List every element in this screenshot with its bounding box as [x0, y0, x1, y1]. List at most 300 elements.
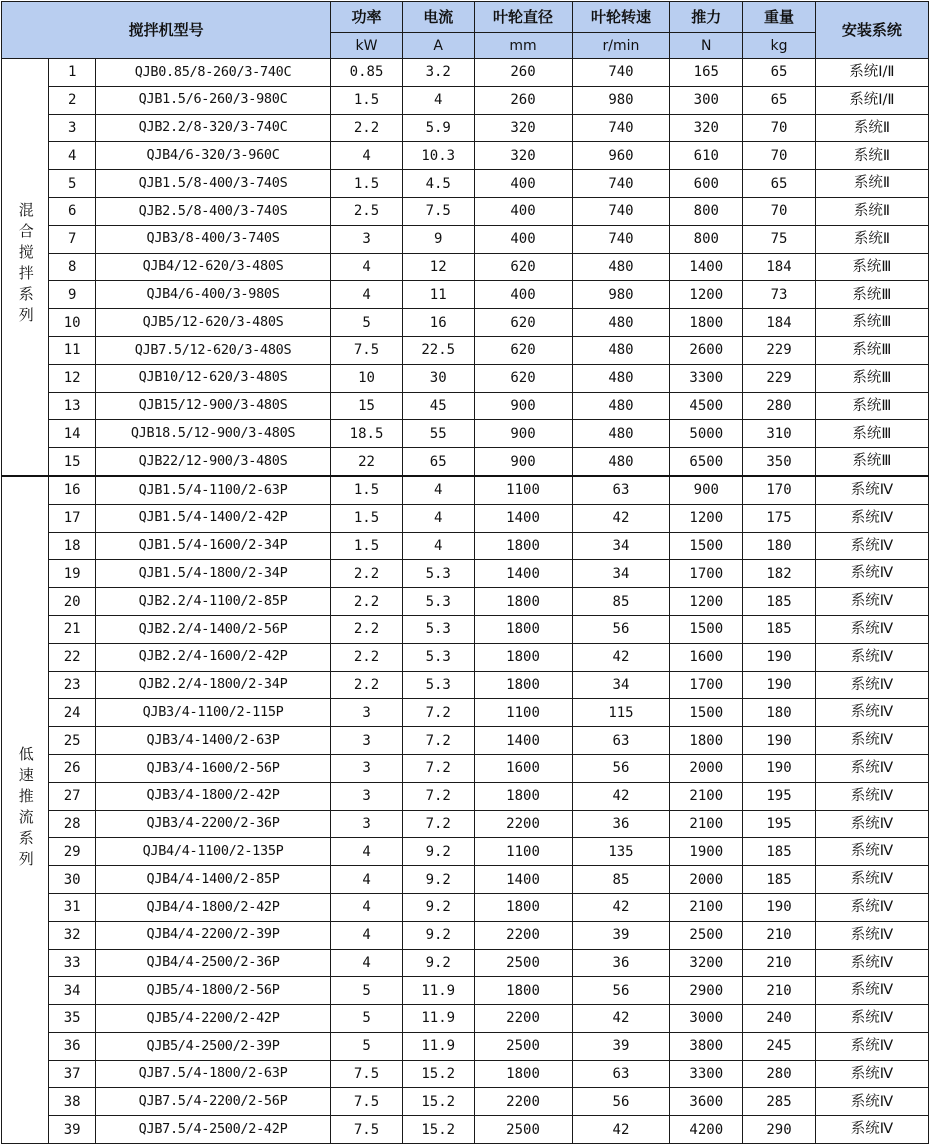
cell-model: QJB18.5/12-900/3-480S: [95, 420, 330, 448]
cell-speed: 740: [572, 225, 670, 253]
cell-no: 24: [49, 699, 95, 727]
cell-thrust: 300: [670, 86, 743, 114]
cell-thrust: 1200: [670, 588, 743, 616]
table-row: [2, 1116, 929, 1144]
table-row: [2, 1005, 929, 1033]
cell-no: 17: [49, 504, 95, 532]
cell-system: 系统Ⅳ: [815, 671, 928, 699]
cell-system: 系统Ⅲ: [815, 392, 928, 420]
cell-system: 系统Ⅳ: [815, 699, 928, 727]
cell-system: 系统Ⅰ/Ⅱ: [815, 59, 928, 87]
cell-model: QJB4/6-320/3-960C: [95, 142, 330, 170]
cell-diameter: 1800: [474, 671, 572, 699]
cell-diameter: 2200: [474, 1005, 572, 1033]
cell-speed: 480: [572, 420, 670, 448]
cell-current: 12: [402, 253, 474, 281]
cell-power: 4: [331, 893, 403, 921]
cell-weight: 229: [743, 364, 816, 392]
cell-model: QJB7.5/4-2500/2-42P: [95, 1116, 330, 1144]
cell-system: 系统Ⅳ: [815, 727, 928, 755]
cell-system: 系统Ⅳ: [815, 476, 928, 504]
cell-diameter: 1800: [474, 1060, 572, 1088]
cell-power: 3: [331, 754, 403, 782]
cell-system: 系统Ⅳ: [815, 504, 928, 532]
cell-diameter: 620: [474, 364, 572, 392]
cell-power: 7.5: [331, 1088, 403, 1116]
cell-current: 7.5: [402, 197, 474, 225]
cell-diameter: 1600: [474, 754, 572, 782]
unit-power: kW: [331, 33, 403, 59]
cell-speed: 42: [572, 643, 670, 671]
cell-weight: 73: [743, 281, 816, 309]
cell-thrust: 1800: [670, 309, 743, 337]
cell-no: 15: [49, 448, 95, 476]
table-row: [2, 142, 929, 170]
cell-speed: 42: [572, 1116, 670, 1144]
table-row: [2, 671, 929, 699]
cell-system: 系统Ⅰ/Ⅱ: [815, 86, 928, 114]
table-row: [2, 59, 929, 87]
cell-thrust: 1500: [670, 615, 743, 643]
table-row: [2, 225, 929, 253]
cell-model: QJB2.2/8-320/3-740C: [95, 114, 330, 142]
header-weight: 重量: [743, 2, 816, 33]
cell-no: 7: [49, 225, 95, 253]
cell-system: 系统Ⅳ: [815, 532, 928, 560]
cell-model: QJB7.5/4-2200/2-56P: [95, 1088, 330, 1116]
cell-model: QJB1.5/4-1600/2-34P: [95, 532, 330, 560]
cell-thrust: 2100: [670, 893, 743, 921]
cell-model: QJB2.2/4-1600/2-42P: [95, 643, 330, 671]
cell-current: 16: [402, 309, 474, 337]
cell-speed: 63: [572, 1060, 670, 1088]
cell-weight: 229: [743, 336, 816, 364]
cell-weight: 65: [743, 59, 816, 87]
cell-thrust: 3300: [670, 1060, 743, 1088]
cell-model: QJB5/4-1800/2-56P: [95, 977, 330, 1005]
cell-no: 19: [49, 560, 95, 588]
cell-power: 1.5: [331, 504, 403, 532]
cell-thrust: 4500: [670, 392, 743, 420]
cell-system: 系统Ⅳ: [815, 1005, 928, 1033]
cell-no: 18: [49, 532, 95, 560]
cell-system: 系统Ⅳ: [815, 810, 928, 838]
cell-model: QJB1.5/4-1400/2-42P: [95, 504, 330, 532]
cell-weight: 195: [743, 810, 816, 838]
cell-system: 系统Ⅳ: [815, 921, 928, 949]
cell-diameter: 1800: [474, 532, 572, 560]
cell-power: 5: [331, 1032, 403, 1060]
cell-no: 39: [49, 1116, 95, 1144]
cell-model: QJB2.5/8-400/3-740S: [95, 197, 330, 225]
cell-thrust: 1600: [670, 643, 743, 671]
cell-speed: 960: [572, 142, 670, 170]
table-row: [2, 1060, 929, 1088]
cell-no: 3: [49, 114, 95, 142]
group-label-text: 低速推流系列: [16, 745, 35, 872]
cell-model: QJB4/4-1400/2-85P: [95, 866, 330, 894]
cell-power: 4: [331, 838, 403, 866]
cell-power: 1.5: [331, 170, 403, 198]
cell-system: 系统Ⅳ: [815, 1060, 928, 1088]
cell-weight: 190: [743, 754, 816, 782]
cell-power: 5: [331, 1005, 403, 1033]
cell-power: 18.5: [331, 420, 403, 448]
unit-speed: r/min: [572, 33, 670, 59]
cell-thrust: 900: [670, 476, 743, 504]
cell-model: QJB5/12-620/3-480S: [95, 309, 330, 337]
cell-system: 系统Ⅳ: [815, 866, 928, 894]
cell-power: 22: [331, 448, 403, 476]
cell-system: 系统Ⅱ: [815, 114, 928, 142]
cell-speed: 56: [572, 1088, 670, 1116]
cell-thrust: 800: [670, 197, 743, 225]
cell-power: 5: [331, 977, 403, 1005]
cell-power: 2.2: [331, 615, 403, 643]
cell-thrust: 1500: [670, 699, 743, 727]
cell-model: QJB4/12-620/3-480S: [95, 253, 330, 281]
cell-system: 系统Ⅲ: [815, 253, 928, 281]
cell-diameter: 900: [474, 448, 572, 476]
cell-no: 14: [49, 420, 95, 448]
cell-speed: 34: [572, 532, 670, 560]
cell-weight: 350: [743, 448, 816, 476]
cell-system: 系统Ⅱ: [815, 197, 928, 225]
cell-no: 35: [49, 1005, 95, 1033]
cell-speed: 980: [572, 281, 670, 309]
table-row: [2, 838, 929, 866]
cell-diameter: 1400: [474, 560, 572, 588]
cell-current: 9.2: [402, 838, 474, 866]
table-row: [2, 504, 929, 532]
cell-system: 系统Ⅳ: [815, 1088, 928, 1116]
cell-power: 2.2: [331, 588, 403, 616]
cell-diameter: 2500: [474, 1116, 572, 1144]
cell-system: 系统Ⅳ: [815, 560, 928, 588]
cell-thrust: 3300: [670, 364, 743, 392]
table-row: [2, 170, 929, 198]
cell-no: 2: [49, 86, 95, 114]
cell-no: 6: [49, 197, 95, 225]
cell-speed: 480: [572, 309, 670, 337]
header-diameter: 叶轮直径: [474, 2, 572, 33]
cell-power: 4: [331, 949, 403, 977]
cell-model: QJB7.5/12-620/3-480S: [95, 336, 330, 364]
table-row: [2, 643, 929, 671]
cell-weight: 240: [743, 1005, 816, 1033]
cell-weight: 210: [743, 977, 816, 1005]
cell-diameter: 260: [474, 86, 572, 114]
cell-weight: 190: [743, 893, 816, 921]
cell-power: 3: [331, 699, 403, 727]
cell-current: 5.3: [402, 615, 474, 643]
cell-thrust: 1900: [670, 838, 743, 866]
table-row: [2, 1032, 929, 1060]
cell-power: 4: [331, 142, 403, 170]
cell-power: 4: [331, 281, 403, 309]
cell-current: 30: [402, 364, 474, 392]
cell-speed: 63: [572, 727, 670, 755]
cell-current: 7.2: [402, 782, 474, 810]
cell-current: 22.5: [402, 336, 474, 364]
cell-no: 31: [49, 893, 95, 921]
cell-diameter: 1800: [474, 782, 572, 810]
cell-model: QJB1.5/4-1100/2-63P: [95, 476, 330, 504]
cell-diameter: 2500: [474, 1032, 572, 1060]
cell-no: 1: [49, 59, 95, 87]
cell-speed: 85: [572, 588, 670, 616]
cell-diameter: 620: [474, 336, 572, 364]
cell-speed: 740: [572, 170, 670, 198]
cell-no: 8: [49, 253, 95, 281]
cell-system: 系统Ⅳ: [815, 893, 928, 921]
cell-model: QJB4/6-400/3-980S: [95, 281, 330, 309]
cell-diameter: 400: [474, 225, 572, 253]
cell-weight: 180: [743, 699, 816, 727]
cell-current: 4: [402, 532, 474, 560]
cell-weight: 195: [743, 782, 816, 810]
cell-current: 9: [402, 225, 474, 253]
cell-power: 7.5: [331, 336, 403, 364]
cell-speed: 740: [572, 59, 670, 87]
cell-thrust: 2000: [670, 866, 743, 894]
cell-no: 34: [49, 977, 95, 1005]
cell-thrust: 2100: [670, 782, 743, 810]
cell-no: 26: [49, 754, 95, 782]
cell-speed: 56: [572, 754, 670, 782]
cell-current: 15.2: [402, 1116, 474, 1144]
cell-weight: 280: [743, 392, 816, 420]
cell-weight: 182: [743, 560, 816, 588]
table-row: [2, 114, 929, 142]
cell-weight: 210: [743, 949, 816, 977]
cell-system: 系统Ⅳ: [815, 949, 928, 977]
cell-speed: 36: [572, 810, 670, 838]
cell-diameter: 1800: [474, 588, 572, 616]
cell-current: 5.3: [402, 671, 474, 699]
cell-model: QJB5/4-2500/2-39P: [95, 1032, 330, 1060]
cell-weight: 70: [743, 142, 816, 170]
spec-table-body: [2, 59, 929, 1144]
spec-table: [1, 1, 929, 1144]
cell-thrust: 1500: [670, 532, 743, 560]
cell-power: 4: [331, 921, 403, 949]
cell-no: 27: [49, 782, 95, 810]
cell-model: QJB1.5/8-400/3-740S: [95, 170, 330, 198]
cell-weight: 285: [743, 1088, 816, 1116]
cell-weight: 70: [743, 197, 816, 225]
cell-power: 3: [331, 810, 403, 838]
cell-thrust: 3000: [670, 1005, 743, 1033]
cell-model: QJB4/4-1800/2-42P: [95, 893, 330, 921]
cell-speed: 85: [572, 866, 670, 894]
cell-power: 2.2: [331, 114, 403, 142]
cell-weight: 190: [743, 643, 816, 671]
cell-model: QJB4/4-2500/2-36P: [95, 949, 330, 977]
cell-diameter: 260: [474, 59, 572, 87]
cell-model: QJB3/4-1600/2-56P: [95, 754, 330, 782]
cell-thrust: 800: [670, 225, 743, 253]
cell-diameter: 620: [474, 309, 572, 337]
header-current: 电流: [402, 2, 474, 33]
cell-weight: 210: [743, 921, 816, 949]
cell-thrust: 2000: [670, 754, 743, 782]
cell-system: 系统Ⅲ: [815, 364, 928, 392]
cell-no: 21: [49, 615, 95, 643]
cell-weight: 70: [743, 114, 816, 142]
cell-current: 4: [402, 86, 474, 114]
cell-no: 29: [49, 838, 95, 866]
group-label: [2, 59, 49, 476]
cell-thrust: 1700: [670, 671, 743, 699]
table-row: [2, 448, 929, 476]
cell-diameter: 1100: [474, 699, 572, 727]
cell-diameter: 900: [474, 392, 572, 420]
cell-diameter: 2200: [474, 921, 572, 949]
cell-thrust: 1200: [670, 281, 743, 309]
table-row: [2, 197, 929, 225]
cell-thrust: 165: [670, 59, 743, 87]
cell-no: 4: [49, 142, 95, 170]
table-row: [2, 782, 929, 810]
cell-thrust: 1800: [670, 727, 743, 755]
cell-current: 11.9: [402, 977, 474, 1005]
cell-power: 1.5: [331, 476, 403, 504]
cell-diameter: 400: [474, 170, 572, 198]
header-system: 安装系统: [815, 2, 928, 59]
table-row: [2, 1088, 929, 1116]
cell-diameter: 2200: [474, 1088, 572, 1116]
unit-thrust: N: [670, 33, 743, 59]
cell-current: 4: [402, 476, 474, 504]
header-speed: 叶轮转速: [572, 2, 670, 33]
cell-model: QJB3/4-1800/2-42P: [95, 782, 330, 810]
cell-thrust: 2600: [670, 336, 743, 364]
cell-model: QJB3/4-2200/2-36P: [95, 810, 330, 838]
cell-system: 系统Ⅳ: [815, 588, 928, 616]
cell-model: QJB3/8-400/3-740S: [95, 225, 330, 253]
table-row: [2, 866, 929, 894]
table-row: [2, 281, 929, 309]
cell-model: QJB2.2/4-1800/2-34P: [95, 671, 330, 699]
cell-no: 23: [49, 671, 95, 699]
cell-speed: 115: [572, 699, 670, 727]
cell-system: 系统Ⅳ: [815, 977, 928, 1005]
cell-weight: 185: [743, 615, 816, 643]
cell-model: QJB2.2/4-1400/2-56P: [95, 615, 330, 643]
cell-current: 7.2: [402, 727, 474, 755]
cell-current: 55: [402, 420, 474, 448]
cell-weight: 65: [743, 170, 816, 198]
cell-diameter: 1100: [474, 476, 572, 504]
table-row: [2, 921, 929, 949]
group-label: [2, 476, 49, 1144]
cell-thrust: 2900: [670, 977, 743, 1005]
table-row: [2, 615, 929, 643]
cell-current: 5.3: [402, 560, 474, 588]
unit-weight: kg: [743, 33, 816, 59]
cell-no: 28: [49, 810, 95, 838]
cell-no: 16: [49, 476, 95, 504]
cell-diameter: 400: [474, 197, 572, 225]
cell-speed: 740: [572, 197, 670, 225]
cell-diameter: 1800: [474, 643, 572, 671]
cell-current: 9.2: [402, 921, 474, 949]
cell-model: QJB4/4-2200/2-39P: [95, 921, 330, 949]
cell-speed: 34: [572, 560, 670, 588]
cell-model: QJB4/4-1100/2-135P: [95, 838, 330, 866]
cell-power: 0.85: [331, 59, 403, 87]
cell-weight: 280: [743, 1060, 816, 1088]
cell-speed: 980: [572, 86, 670, 114]
group-label-text: 混合搅拌系列: [16, 202, 35, 329]
cell-model: QJB5/4-2200/2-42P: [95, 1005, 330, 1033]
cell-weight: 190: [743, 671, 816, 699]
cell-current: 7.2: [402, 810, 474, 838]
cell-power: 7.5: [331, 1116, 403, 1144]
cell-system: 系统Ⅳ: [815, 1116, 928, 1144]
cell-current: 5.9: [402, 114, 474, 142]
cell-speed: 480: [572, 448, 670, 476]
cell-speed: 42: [572, 504, 670, 532]
cell-diameter: 2200: [474, 810, 572, 838]
cell-power: 3: [331, 225, 403, 253]
cell-power: 3: [331, 727, 403, 755]
cell-model: QJB3/4-1100/2-115P: [95, 699, 330, 727]
unit-diameter: mm: [474, 33, 572, 59]
cell-model: QJB2.2/4-1100/2-85P: [95, 588, 330, 616]
cell-power: 4: [331, 253, 403, 281]
cell-weight: 184: [743, 253, 816, 281]
cell-no: 32: [49, 921, 95, 949]
cell-current: 9.2: [402, 949, 474, 977]
cell-diameter: 900: [474, 420, 572, 448]
cell-thrust: 3800: [670, 1032, 743, 1060]
cell-model: QJB0.85/8-260/3-740C: [95, 59, 330, 87]
cell-power: 2.2: [331, 643, 403, 671]
cell-diameter: 1400: [474, 504, 572, 532]
header-power: 功率: [331, 2, 403, 33]
cell-weight: 290: [743, 1116, 816, 1144]
cell-speed: 135: [572, 838, 670, 866]
cell-weight: 185: [743, 866, 816, 894]
cell-current: 9.2: [402, 866, 474, 894]
cell-model: QJB3/4-1400/2-63P: [95, 727, 330, 755]
cell-speed: 480: [572, 336, 670, 364]
cell-speed: 39: [572, 921, 670, 949]
cell-power: 2.2: [331, 560, 403, 588]
cell-power: 1.5: [331, 532, 403, 560]
cell-no: 5: [49, 170, 95, 198]
cell-weight: 65: [743, 86, 816, 114]
cell-thrust: 3600: [670, 1088, 743, 1116]
cell-diameter: 1400: [474, 727, 572, 755]
cell-current: 3.2: [402, 59, 474, 87]
cell-model: QJB10/12-620/3-480S: [95, 364, 330, 392]
cell-current: 5.3: [402, 588, 474, 616]
cell-diameter: 620: [474, 253, 572, 281]
cell-power: 2.5: [331, 197, 403, 225]
cell-weight: 245: [743, 1032, 816, 1060]
cell-no: 13: [49, 392, 95, 420]
cell-power: 10: [331, 364, 403, 392]
cell-diameter: 1800: [474, 893, 572, 921]
table-row: [2, 253, 929, 281]
cell-no: 30: [49, 866, 95, 894]
cell-weight: 185: [743, 838, 816, 866]
cell-weight: 184: [743, 309, 816, 337]
cell-weight: 310: [743, 420, 816, 448]
